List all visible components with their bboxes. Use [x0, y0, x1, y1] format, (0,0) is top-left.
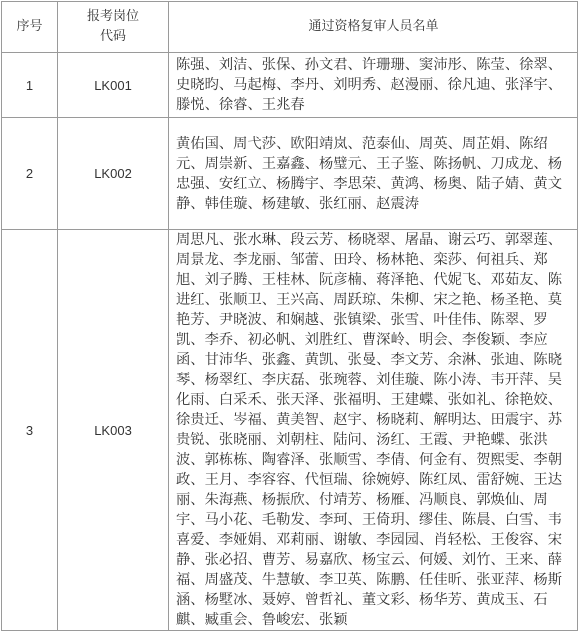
row-names: 陈强、刘洁、张保、孙文君、许珊珊、窦沛彤、陈莹、徐翠、史晓昀、马起梅、李丹、刘明秀、赵漫丽、徐凡迪、张泽宇、滕悦、徐睿、王兆春: [176, 57, 563, 113]
table-row: [2, 118, 578, 230]
header-code-line1: 报考岗位: [86, 9, 139, 24]
row-names-cell: [169, 230, 578, 631]
row-names-cell: [169, 53, 578, 118]
table-row: [2, 53, 578, 118]
row-position-code: LK001: [58, 53, 169, 118]
header-seq: 序号: [2, 2, 58, 53]
row-seq: 1: [2, 53, 58, 118]
header-position-code: [58, 2, 169, 53]
review-roster-table: [1, 1, 578, 631]
header-names: 通过资格复审人员名单: [169, 2, 578, 53]
header-code-line2: 代码: [99, 29, 126, 44]
row-position-code: LK002: [58, 118, 169, 230]
row-seq: 2: [2, 118, 58, 230]
row-seq: 3: [2, 230, 58, 631]
table-header-row: [2, 2, 578, 53]
row-names-cell: [169, 118, 578, 230]
roster-table-wrapper: [1, 1, 578, 631]
row-names: 周思凡、张水琳、段云芳、杨晓翠、屠晶、谢云巧、郭翠莲、周景龙、李龙丽、邹蕾、田玲、杨林艳、栾莎、何祖兵、郑旭、刘子腾、王桂林、阮彦楠、蒋泽艳、代妮飞、邓茹友、陈进红、张顺卫、王兴高、周跃琼、朱柳、宋之艳、杨圣艳、莫艳芳、尹晓波、和娴越、张镇梁、张雪、叶佳伟、陈翠、罗凯、李乔、初必帆、刘胜红、曹深岭、明会、李俊颖、李应函、甘沛华、张鑫、黄凯、张曼、李文芳、余淋、张迪、陈晓琴、杨翠红、李庆磊、张琬蓉、刘佳璇、陈小涛、韦开萍、吴化雨、白采禾、张天泽、张福明、王建蝶、张如礼、徐艳姣、徐贵迁、岑福、黄美智、赵宇、杨晓莉、解明达、田震宇、苏贵锐、张晓丽、刘朝柱、陆问、汤红、王霞、尹艳蝶、张洪波、郭栋栋、陶睿泽、张顺雪、李倩、何金有、贺熙雯、李朝政、王月、李容容、代恒瑞、徐婉婷、陈红凤、雷舒婉、王达丽、朱海燕、杨振欣、付靖芳、杨雁、冯顺良、郭焕仙、周宇、马小花、毛勒发、李珂、王倚玥、缪佳、陈晨、白雪、韦喜爱、李娅娟、邓莉丽、谢敏、李园园、肖轻松、王俊容、宋静、张必招、曹芳、易嘉欣、杨宝云、何媛、刘竹、王来、薛福、周盛茂、牛慧敏、李卫英、陈鹏、任佳昕、张亚萍、杨斯涵、杨墅冰、聂婷、曾哲礼、董文彩、杨华芳、黄成玉、石麒、臧重会、鲁峻宏、张颖: [176, 232, 563, 628]
table-row: [2, 230, 578, 631]
row-names: 黄佑国、周弋莎、欧阳靖岚、范泰仙、周英、周芷娟、陈绍元、周崇新、王嘉鑫、杨璧元、王子鉴、陈扬帆、刀成龙、杨忠强、安红立、杨腾宇、李思荣、黄鸿、杨奥、陆子婧、黄文静、韩佳璇、杨建敏、张红丽、赵震涛: [176, 135, 563, 212]
row-position-code: LK003: [58, 230, 169, 631]
